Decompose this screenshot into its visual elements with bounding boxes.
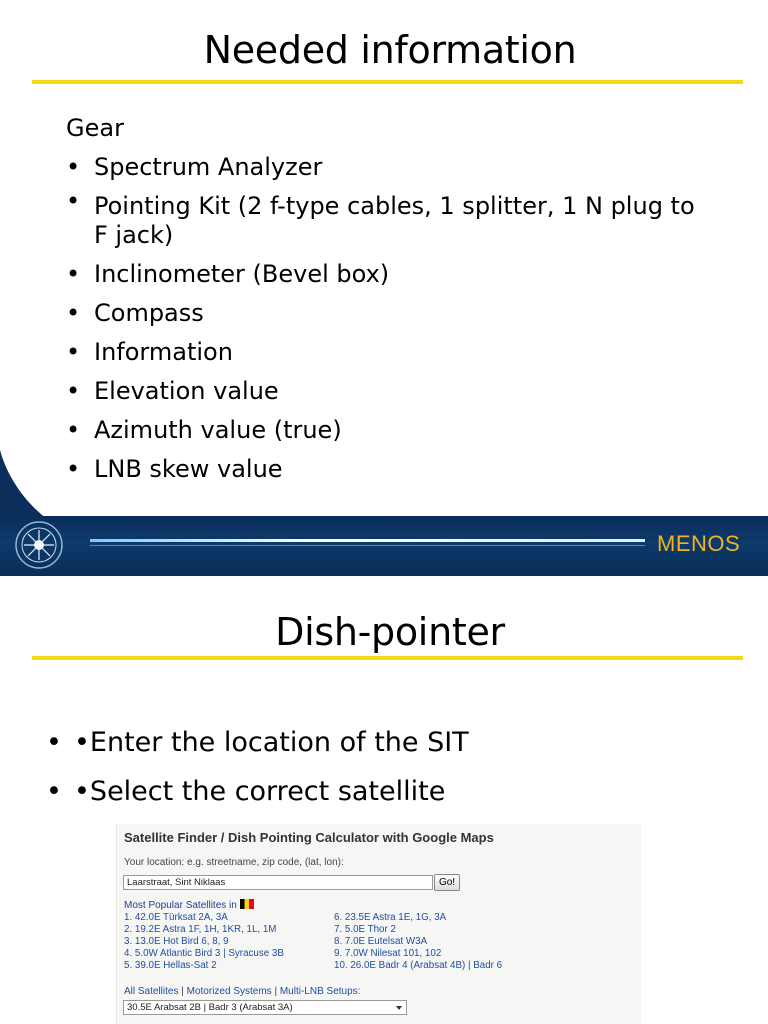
satellite-link[interactable]: 10. 26.0E Badr 4 (Arabsat 4B) | Badr 6: [334, 960, 503, 971]
multi-lnb-link[interactable]: Multi-LNB Setups:: [279, 986, 361, 997]
satellite-link[interactable]: 7. 5.0E Thor 2: [334, 924, 396, 935]
slide1-title: Needed information: [203, 28, 577, 72]
all-satellites-link[interactable]: All Satellites: [124, 986, 179, 997]
satellite-select-value: 30.5E Arabsat 2B | Badr 3 (Arabsat 3A): [127, 1002, 293, 1013]
popular-satellites-text: Most Popular Satellites in: [124, 900, 237, 911]
satellite-options-links: [124, 986, 360, 997]
satellite-select[interactable]: [123, 1000, 407, 1015]
list-item: • Compass: [66, 294, 714, 333]
satellite-link[interactable]: 3. 13.0E Hot Bird 6, 8, 9: [124, 936, 229, 947]
list-item: • •Enter the location of the SIT: [46, 718, 469, 767]
slide1-body: [66, 109, 714, 489]
emblem-icon: [14, 520, 64, 570]
list-item: • Spectrum Analyzer: [66, 148, 714, 187]
slide2-title: Dish-pointer: [275, 610, 505, 654]
satellite-link[interactable]: 5. 39.0E Hellas-Sat 2: [124, 960, 217, 971]
popular-satellites-label: [124, 899, 254, 911]
slide2-title-rule: [32, 656, 743, 660]
list-item: • Azimuth value (true): [66, 411, 714, 450]
motorized-systems-link[interactable]: Motorized Systems: [186, 986, 272, 997]
footer-highlight-line-thin: [90, 545, 645, 546]
go-button[interactable]: Go!: [434, 874, 460, 891]
gear-heading: Gear: [66, 114, 124, 142]
satellite-list-left: [124, 912, 284, 972]
finder-title: Satellite Finder / Dish Pointing Calculator with Google Maps: [124, 830, 494, 845]
satellite-finder-screenshot: [116, 824, 641, 1024]
gear-list: [66, 148, 714, 489]
satellite-link[interactable]: 9. 7.0W Nilesat 101, 102: [334, 948, 442, 959]
location-input[interactable]: Laarstraat, Sint Niklaas: [123, 875, 433, 890]
list-item-text: Pointing Kit (2 f-type cables, 1 splitter, 1 N plug to F jack): [94, 192, 695, 249]
list-item: [66, 187, 714, 255]
link-separator: |: [274, 986, 278, 997]
location-label: Your location: e.g. streetname, zip code, (lat, lon):: [124, 857, 344, 868]
satellite-link[interactable]: 1. 42.0E Türksat 2A, 3A: [124, 912, 228, 923]
instructions-list: [46, 718, 469, 816]
belgium-flag-icon: [240, 899, 254, 909]
link-separator: |: [181, 986, 184, 997]
satellite-list-right: [334, 912, 502, 972]
chevron-down-icon: [396, 1006, 402, 1010]
list-item: • Information: [66, 333, 714, 372]
slide1-footer-band: [0, 516, 768, 576]
list-item: • •Select the correct satellite: [46, 767, 469, 816]
list-item: • Inclinometer (Bevel box): [66, 255, 714, 294]
satellite-link[interactable]: 6. 23.5E Astra 1E, 1G, 3A: [334, 912, 447, 923]
satellite-link[interactable]: 4. 5.0W Atlantic Bird 3 | Syracuse 3B: [124, 948, 284, 959]
list-item: • LNB skew value: [66, 450, 714, 489]
menos-logo: MENOS: [657, 531, 741, 556]
footer-highlight-line: [90, 539, 645, 542]
satellite-link[interactable]: 2. 19.2E Astra 1F, 1H, 1KR, 1L, 1M: [124, 924, 277, 935]
list-item: • Elevation value: [66, 372, 714, 411]
slide1-title-rule: [32, 80, 743, 84]
satellite-link[interactable]: 8. 7.0E Eutelsat W3A: [334, 936, 428, 947]
slide-dish-pointer: [0, 576, 768, 1024]
